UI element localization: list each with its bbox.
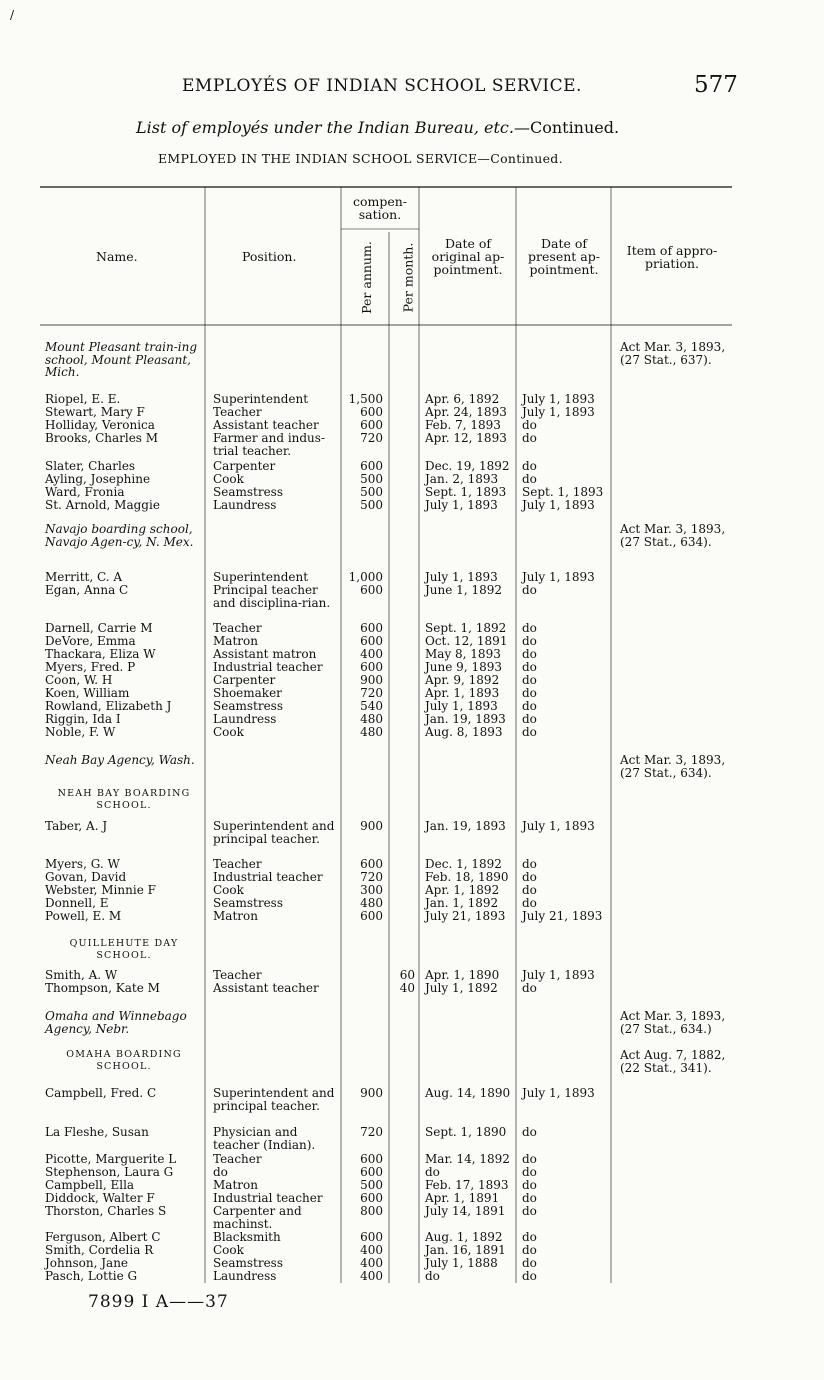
employee-position: Assistant teacher xyxy=(213,418,319,432)
employee-name: Myers, Fred. P xyxy=(45,660,136,674)
employee-position: Seamstress xyxy=(213,1256,283,1270)
date-original-appointment: Jan. 19, 1893 xyxy=(425,819,506,833)
date-present-appointment: do xyxy=(522,712,537,726)
date-original-appointment: Sept. 1, 1892 xyxy=(425,621,507,635)
employee-position: Carpenter and machinst. xyxy=(213,1204,302,1231)
employee-position: Teacher xyxy=(213,857,262,871)
employee-position: Matron xyxy=(213,1178,258,1192)
date-original-appointment: Jan. 1, 1892 xyxy=(425,896,499,910)
salary-per-annum: 720 xyxy=(360,431,383,445)
date-original-appointment: Apr. 9, 1892 xyxy=(425,673,500,687)
date-present-appointment: do xyxy=(522,1191,537,1205)
salary-per-annum: 720 xyxy=(360,1125,383,1139)
salary-per-annum: 480 xyxy=(360,712,383,726)
salary-per-month: 40 xyxy=(399,981,415,995)
column-position: Position. xyxy=(242,249,297,264)
employee-name: Riopel, E. E. xyxy=(45,392,121,406)
employee-name: Ayling, Josephine xyxy=(45,472,151,486)
employee-name: Holliday, Veronica xyxy=(45,418,155,432)
employee-position: Principal teacher and disciplina-rian. xyxy=(213,583,331,610)
employee-position: Farmer and indus-trial teacher. xyxy=(213,431,326,458)
date-present-appointment: Sept. 1, 1893 xyxy=(522,485,604,499)
date-present-appointment: do xyxy=(522,472,537,486)
date-present-appointment: do xyxy=(522,660,537,674)
date-present-appointment: do xyxy=(522,686,537,700)
salary-per-annum: 600 xyxy=(360,660,383,674)
salary-per-annum: 300 xyxy=(360,883,383,897)
employee-name: DeVore, Emma xyxy=(45,634,136,648)
date-original-appointment: Dec. 1, 1892 xyxy=(425,857,502,871)
column-per-month: Per month. xyxy=(400,242,416,313)
date-original-appointment: do xyxy=(425,1269,440,1283)
employee-name: Webster, Minnie F xyxy=(45,883,156,897)
employee-name: Picotte, Marguerite L xyxy=(45,1152,177,1166)
item-of-appropriation: Act Aug. 7, 1882, (22 Stat., 341). xyxy=(620,1048,726,1075)
date-original-appointment: Aug. 1, 1892 xyxy=(425,1230,503,1244)
salary-per-month: 60 xyxy=(399,968,415,982)
employee-position: Superintendent xyxy=(213,392,309,406)
salary-per-annum: 800 xyxy=(360,1204,383,1218)
employee-name: Govan, David xyxy=(45,870,127,884)
employee-position: Laundress xyxy=(213,712,277,726)
date-original-appointment: Sept. 1, 1893 xyxy=(425,485,507,499)
date-original-appointment: Dec. 19, 1892 xyxy=(425,459,510,473)
date-original-appointment: Aug. 8, 1893 xyxy=(425,725,503,739)
date-original-appointment: July 21, 1893 xyxy=(425,909,506,923)
employee-name: Campbell, Fred. C xyxy=(45,1086,157,1100)
column-item-appropriation: Item of appro-priation. xyxy=(626,243,718,271)
subsection-name: NEAH BAY BOARDING SCHOOL. xyxy=(57,788,191,811)
date-present-appointment: do xyxy=(522,634,537,648)
salary-per-annum: 400 xyxy=(360,647,383,661)
date-original-appointment: July 14, 1891 xyxy=(425,1204,506,1218)
salary-per-annum: 400 xyxy=(360,1243,383,1257)
salary-per-annum: 600 xyxy=(360,1152,383,1166)
salary-per-annum: 720 xyxy=(360,870,383,884)
salary-per-annum: 600 xyxy=(360,405,383,419)
column-per-annum: Per annum. xyxy=(358,241,374,314)
date-present-appointment: July 1, 1893 xyxy=(522,570,595,584)
employee-position: Cook xyxy=(213,1243,244,1257)
employee-name: Merritt, C. A xyxy=(45,570,123,584)
salary-per-annum: 500 xyxy=(360,1178,383,1192)
date-original-appointment: Apr. 6, 1892 xyxy=(425,392,500,406)
date-present-appointment: do xyxy=(522,1125,537,1139)
date-present-appointment: do xyxy=(522,583,537,597)
salary-per-annum: 600 xyxy=(360,621,383,635)
salary-per-annum: 600 xyxy=(360,459,383,473)
employee-name: Taber, A. J xyxy=(45,819,108,833)
section-name: Navajo boarding school, Navajo Agen-cy, N. Mex. xyxy=(45,522,194,549)
date-original-appointment: July 1, 1892 xyxy=(425,981,498,995)
page-number: 577 xyxy=(694,72,738,98)
employee-position: Assistant matron xyxy=(213,647,317,661)
date-original-appointment: Jan. 16, 1891 xyxy=(425,1243,506,1257)
date-present-appointment: do xyxy=(522,418,537,432)
employee-position: Matron xyxy=(213,634,258,648)
employee-name: St. Arnold, Maggie xyxy=(45,498,160,512)
salary-per-annum: 480 xyxy=(360,896,383,910)
date-original-appointment: do xyxy=(425,1165,440,1179)
employee-name: Donnell, E xyxy=(45,896,109,910)
employee-position: Matron xyxy=(213,909,258,923)
employee-name: Ward, Fronia xyxy=(45,485,125,499)
date-present-appointment: July 1, 1893 xyxy=(522,1086,595,1100)
date-present-appointment: do xyxy=(522,857,537,871)
employee-name: Powell, E. M xyxy=(45,909,122,923)
employee-position: Teacher xyxy=(213,405,262,419)
employee-position: Superintendent and principal teacher. xyxy=(213,819,335,846)
employee-position: Teacher xyxy=(213,621,262,635)
employee-position: Laundress xyxy=(213,498,277,512)
date-original-appointment: Feb. 17, 1893 xyxy=(425,1178,509,1192)
employee-name: Darnell, Carrie M xyxy=(45,621,153,635)
date-original-appointment: July 1, 1893 xyxy=(425,699,498,713)
date-present-appointment: July 1, 1893 xyxy=(522,968,595,982)
salary-per-annum: 480 xyxy=(360,725,383,739)
date-present-appointment: do xyxy=(522,896,537,910)
date-original-appointment: Apr. 1, 1891 xyxy=(425,1191,500,1205)
date-present-appointment: do xyxy=(522,1269,537,1283)
date-present-appointment: do xyxy=(522,870,537,884)
salary-per-annum: 600 xyxy=(360,1191,383,1205)
section-name: Neah Bay Agency, Wash. xyxy=(45,753,195,767)
date-original-appointment: Mar. 14, 1892 xyxy=(425,1152,510,1166)
employee-position: do xyxy=(213,1165,228,1179)
salary-per-annum: 400 xyxy=(360,1256,383,1270)
employee-position: Assistant teacher xyxy=(213,981,319,995)
salary-per-annum: 600 xyxy=(360,909,383,923)
salary-per-annum: 600 xyxy=(360,583,383,597)
employee-position: Industrial teacher xyxy=(213,660,323,674)
salary-per-annum: 600 xyxy=(360,1165,383,1179)
date-original-appointment: June 9, 1893 xyxy=(425,660,502,674)
date-original-appointment: Feb. 7, 1893 xyxy=(425,418,501,432)
date-present-appointment: do xyxy=(522,621,537,635)
item-of-appropriation: Act Mar. 3, 1893, (27 Stat., 637). xyxy=(620,340,726,367)
date-present-appointment: July 1, 1893 xyxy=(522,819,595,833)
date-present-appointment: do xyxy=(522,981,537,995)
date-original-appointment: June 1, 1892 xyxy=(425,583,502,597)
employee-position: Teacher xyxy=(213,1152,262,1166)
employee-name: Smith, Cordelia R xyxy=(45,1243,154,1257)
date-original-appointment: Apr. 24, 1893 xyxy=(425,405,507,419)
employee-name: Thompson, Kate M xyxy=(45,981,160,995)
footer-signature: 7899 I A——37 xyxy=(88,1292,229,1312)
date-original-appointment: July 1, 1893 xyxy=(425,498,498,512)
employee-position: Cook xyxy=(213,725,244,739)
employee-name: Stephenson, Laura G xyxy=(45,1165,174,1179)
date-original-appointment: Jan. 19, 1893 xyxy=(425,712,506,726)
date-original-appointment: May 8, 1893 xyxy=(425,647,501,661)
date-present-appointment: do xyxy=(522,673,537,687)
subtitle-italic: List of employés under the Indian Bureau, etc. xyxy=(136,118,514,137)
employee-position: Industrial teacher xyxy=(213,870,323,884)
date-original-appointment: Apr. 1, 1892 xyxy=(425,883,500,897)
date-present-appointment: July 1, 1893 xyxy=(522,405,595,419)
employee-name: Koen, William xyxy=(45,686,130,700)
date-present-appointment: do xyxy=(522,1152,537,1166)
employee-name: Myers, G. W xyxy=(45,857,120,871)
employee-name: Pasch, Lottie G xyxy=(45,1269,138,1283)
employee-position: Industrial teacher xyxy=(213,1191,323,1205)
employee-position: Superintendent xyxy=(213,570,309,584)
employee-position: Cook xyxy=(213,883,244,897)
employee-name: Ferguson, Albert C xyxy=(45,1230,161,1244)
subtitle-tail: —Continued. xyxy=(513,118,620,137)
employee-position: Carpenter xyxy=(213,673,276,687)
page-title: EMPLOYÉS OF INDIAN SCHOOL SERVICE. xyxy=(182,76,582,96)
employee-name: Campbell, Ella xyxy=(45,1178,135,1192)
employee-name: Noble, F. W xyxy=(45,725,116,739)
subsection-name: OMAHA BOARDING SCHOOL. xyxy=(66,1049,182,1072)
salary-per-annum: 600 xyxy=(360,857,383,871)
date-present-appointment: do xyxy=(522,1243,537,1257)
employee-position: Shoemaker xyxy=(213,686,282,700)
salary-per-annum: 720 xyxy=(360,686,383,700)
section-heading: EMPLOYED IN THE INDIAN SCHOOL SERVICE—Continued. xyxy=(158,151,563,166)
subsection-name: QUILLEHUTE DAY SCHOOL. xyxy=(69,938,179,961)
employee-name: Thorston, Charles S xyxy=(45,1204,167,1218)
employee-position: Superintendent and principal teacher. xyxy=(213,1086,335,1113)
salary-per-annum: 900 xyxy=(360,673,383,687)
employee-name: La Fleshe, Susan xyxy=(45,1125,149,1139)
salary-per-annum: 600 xyxy=(360,1230,383,1244)
salary-per-annum: 1,500 xyxy=(348,392,383,406)
salary-per-annum: 1,000 xyxy=(348,570,383,584)
date-original-appointment: Sept. 1, 1890 xyxy=(425,1125,507,1139)
column-compensation: compen-sation. xyxy=(352,194,408,222)
date-original-appointment: Jan. 2, 1893 xyxy=(425,472,499,486)
employee-name: Thackara, Eliza W xyxy=(45,647,156,661)
salary-per-annum: 600 xyxy=(360,418,383,432)
salary-per-annum: 400 xyxy=(360,1269,383,1283)
employee-position: Carpenter xyxy=(213,459,276,473)
salary-per-annum: 900 xyxy=(360,1086,383,1100)
salary-per-annum: 500 xyxy=(360,472,383,486)
date-original-appointment: Apr. 12, 1893 xyxy=(425,431,507,445)
date-present-appointment: do xyxy=(522,647,537,661)
employee-position: Seamstress xyxy=(213,896,283,910)
column-date-present: Date of present ap-pointment. xyxy=(528,236,600,277)
employee-position: Teacher xyxy=(213,968,262,982)
employee-name: Johnson, Jane xyxy=(45,1256,129,1270)
employee-name: Egan, Anna C xyxy=(45,583,129,597)
column-date-original: Date of original ap-pointment. xyxy=(431,236,505,277)
date-present-appointment: do xyxy=(522,1165,537,1179)
date-present-appointment: do xyxy=(522,725,537,739)
employee-name: Diddock, Walter F xyxy=(45,1191,155,1205)
date-present-appointment: do xyxy=(522,699,537,713)
employee-name: Stewart, Mary F xyxy=(45,405,145,419)
section-name: Mount Pleasant train-ing school, Mount Pleasant, Mich. xyxy=(45,340,198,379)
date-present-appointment: do xyxy=(522,1230,537,1244)
date-original-appointment: Feb. 18, 1890 xyxy=(425,870,509,884)
date-present-appointment: do xyxy=(522,883,537,897)
employee-name: Slater, Charles xyxy=(45,459,136,473)
item-of-appropriation: Act Mar. 3, 1893, (27 Stat., 634). xyxy=(620,522,726,549)
employee-name: Coon, W. H xyxy=(45,673,113,687)
section-name: Omaha and Winnebago Agency, Nebr. xyxy=(45,1009,187,1036)
employee-position: Cook xyxy=(213,472,244,486)
salary-per-annum: 500 xyxy=(360,485,383,499)
salary-per-annum: 500 xyxy=(360,498,383,512)
date-present-appointment: July 1, 1893 xyxy=(522,392,595,406)
date-original-appointment: July 1, 1888 xyxy=(425,1256,498,1270)
item-of-appropriation: Act Mar. 3, 1893, (27 Stat., 634.) xyxy=(620,1009,726,1036)
salary-per-annum: 540 xyxy=(360,699,383,713)
employee-name: Rowland, Elizabeth J xyxy=(45,699,172,713)
date-present-appointment: July 21, 1893 xyxy=(522,909,603,923)
date-present-appointment: do xyxy=(522,1256,537,1270)
date-present-appointment: July 1, 1893 xyxy=(522,498,595,512)
salary-per-annum: 600 xyxy=(360,634,383,648)
employee-position: Physician and teacher (Indian). xyxy=(213,1125,316,1152)
item-of-appropriation: Act Mar. 3, 1893, (27 Stat., 634). xyxy=(620,753,726,780)
employee-position: Laundress xyxy=(213,1269,277,1283)
column-name: Name. xyxy=(96,249,138,264)
date-original-appointment: Oct. 12, 1891 xyxy=(425,634,508,648)
date-present-appointment: do xyxy=(522,459,537,473)
date-original-appointment: July 1, 1893 xyxy=(425,570,498,584)
date-present-appointment: do xyxy=(522,1178,537,1192)
date-original-appointment: Apr. 1, 1890 xyxy=(425,968,500,982)
employee-position: Seamstress xyxy=(213,485,283,499)
employee-name: Brooks, Charles M xyxy=(45,431,159,445)
date-present-appointment: do xyxy=(522,1204,537,1218)
date-original-appointment: Apr. 1, 1893 xyxy=(425,686,500,700)
employee-position: Seamstress xyxy=(213,699,283,713)
date-original-appointment: Aug. 14, 1890 xyxy=(425,1086,511,1100)
date-present-appointment: do xyxy=(522,431,537,445)
employee-name: Smith, A. W xyxy=(45,968,118,982)
employee-position: Blacksmith xyxy=(213,1230,281,1244)
corner-mark: / xyxy=(10,8,15,22)
salary-per-annum: 900 xyxy=(360,819,383,833)
employee-name: Riggin, Ida I xyxy=(45,712,121,726)
